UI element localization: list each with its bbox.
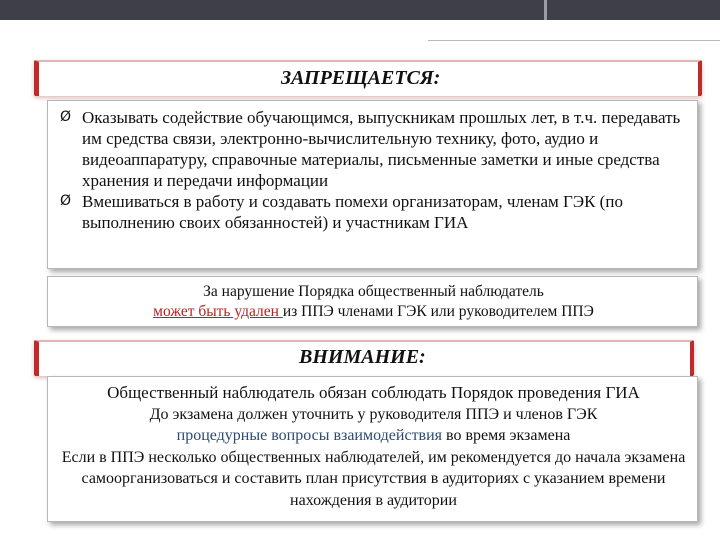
attention-line-2: До экзамена должен уточнить у руководителя ППЭ и членов ГЭК	[149, 405, 598, 423]
arrow-bullet-icon: Ø	[60, 193, 72, 209]
attention-heading-band	[34, 340, 694, 376]
attention-text	[52, 382, 695, 511]
prohibited-heading: ЗАПРЕЩАЕТСЯ:	[281, 67, 441, 89]
violation-box	[47, 276, 698, 327]
list-item	[60, 191, 696, 233]
attention-box	[47, 376, 698, 522]
violation-text	[48, 282, 699, 322]
violation-rest: из ППЭ членами ГЭК или руководителем ППЭ	[282, 303, 594, 320]
attention-line-4: Если в ППЭ несколько общественных наблюдателей, им рекомендуется до начала экзамена самоорганизоваться и составить план присутствия в аудиториях с указанием времени нахождения в аудитории	[61, 448, 686, 509]
prohibited-heading-band	[34, 60, 702, 96]
list-item-text: Оказывать содействие обучающимся, выпускникам прошлых лет, в т.ч. передавать им средства связи, электронно-вычислительную технику, фото, аудио и видеоаппаратуру, справочные материалы, письменные заметки и иные средства хранения и передачи информации	[82, 108, 681, 190]
top-decorative-bar	[0, 0, 720, 20]
arrow-bullet-icon: Ø	[60, 109, 72, 125]
top-bar-separator	[544, 0, 547, 20]
violation-highlight: может быть удален	[153, 303, 283, 320]
attention-highlight: процедурные вопросы взаимодействия	[176, 427, 443, 444]
attention-line-3-rest: во время экзамена	[442, 427, 571, 444]
attention-heading: ВНИМАНИЕ:	[299, 346, 426, 368]
list-item	[60, 107, 696, 191]
violation-line-1: За нарушение Порядка общественный наблюдатель	[203, 283, 544, 300]
list-item-text: Вмешиваться в работу и создавать помехи организаторам, членам ГЭК (по выполнению своих обязанностей) и участникам ГИА	[82, 192, 623, 232]
top-decorative-line	[428, 40, 720, 41]
attention-line-1: Общественный наблюдатель обязан соблюдать Порядок проведения ГИА	[107, 383, 640, 402]
attention-line-3	[52, 425, 695, 447]
prohibited-box	[47, 100, 698, 269]
prohibited-list	[60, 107, 696, 233]
